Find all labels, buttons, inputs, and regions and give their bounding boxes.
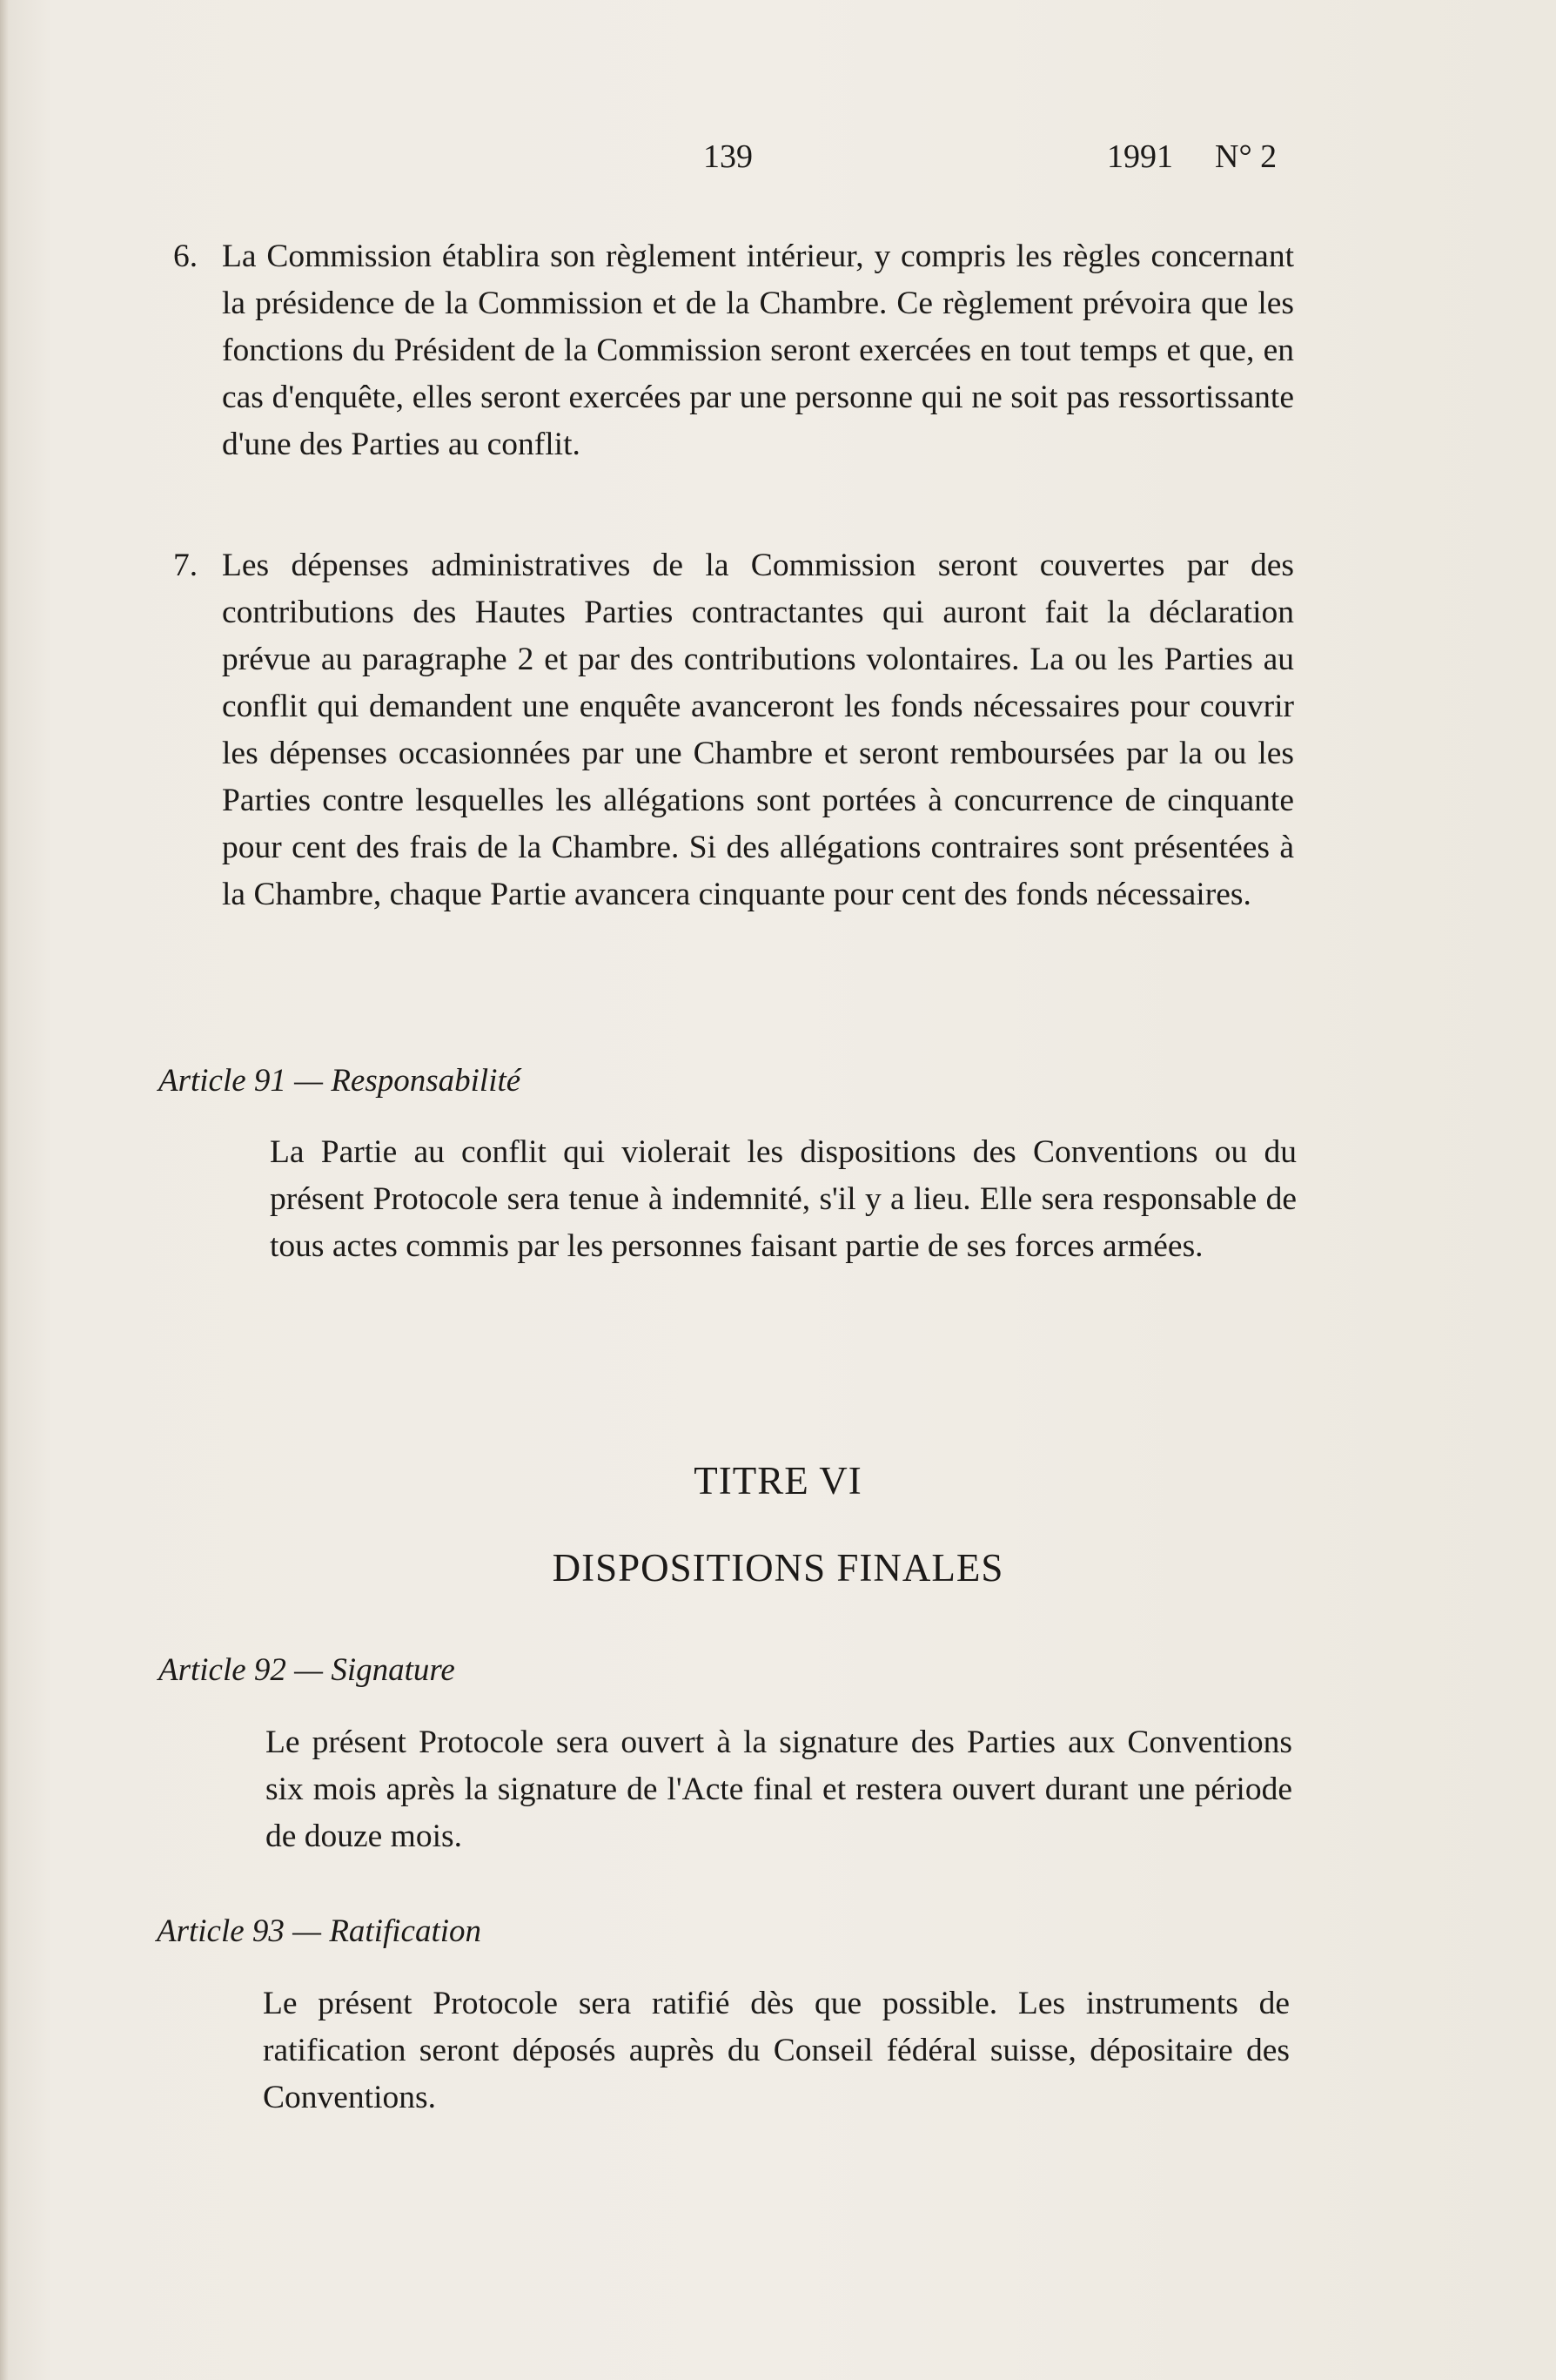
article-92-heading: Article 92 — Signature bbox=[158, 1652, 455, 1688]
paragraph-7 bbox=[173, 542, 1294, 918]
titre-heading: TITRE VI bbox=[694, 1459, 862, 1503]
paragraph-6 bbox=[173, 233, 1294, 468]
article-92-text: Le présent Protocole sera ouvert à la signature des Parties aux Conventions six mois après la signature de l'Acte final et restera ouvert durant une période de douze mois. bbox=[265, 1724, 1292, 1854]
paragraph-text: La Commission établira son règlement intérieur, y compris les règles concernant la présidence de la Commission et de la Chambre. Ce règlement prévoira que les fonctions du Président de la Commission seront exercées en tout temps et que, en cas d'enquête, elles seront exercées par une personne qui ne soit pas ressortissante d'une des Parties au conflit. bbox=[222, 239, 1294, 462]
paragraph-number: 7. bbox=[173, 548, 198, 583]
header-issue: N° 2 bbox=[1215, 138, 1278, 175]
article-91-text: La Partie au conflit qui violerait les dispositions des Conventions ou du présent Protocole sera tenue à indemnité, s'il y a lieu. Elle sera responsable de tous actes commis par les personnes faisant partie de ses forces armées. bbox=[270, 1134, 1297, 1264]
article-91-heading: Article 91 — Responsabilité bbox=[158, 1063, 521, 1099]
paragraph-text: Les dépenses administratives de la Commission seront couvertes par des contributions des Hautes Parties contractantes qui auront fait la déclaration prévue au paragraphe 2 et par des contributions volontaires. La ou les Parties au conflit qui demandent une enquête avanceront les fonds nécessaires pour couvrir les dépenses occasionnées par une Chambre et seront remboursées par la ou les Parties contre lesquelles les allégations sont portées à concurrence de cinquante pour cent des frais de la Chambre. Si des allégations contraires sont présentées à la Chambre, chaque Partie avancera cinquante pour cent des fonds nécessaires. bbox=[222, 548, 1294, 912]
titre-subheading: DISPOSITIONS FINALES bbox=[552, 1546, 1004, 1590]
article-93-text: Le présent Protocole sera ratifié dès que possible. Les instruments de ratification seront déposés auprès du Conseil fédéral suisse, dépositaire des Conventions. bbox=[263, 1986, 1290, 2115]
header-year: 1991 bbox=[1107, 138, 1173, 175]
page-spine-shadow bbox=[0, 0, 9, 2380]
article-93-heading: Article 93 — Ratification bbox=[157, 1913, 482, 1949]
page-number: 139 bbox=[703, 138, 753, 175]
paragraph-number: 6. bbox=[173, 239, 198, 274]
